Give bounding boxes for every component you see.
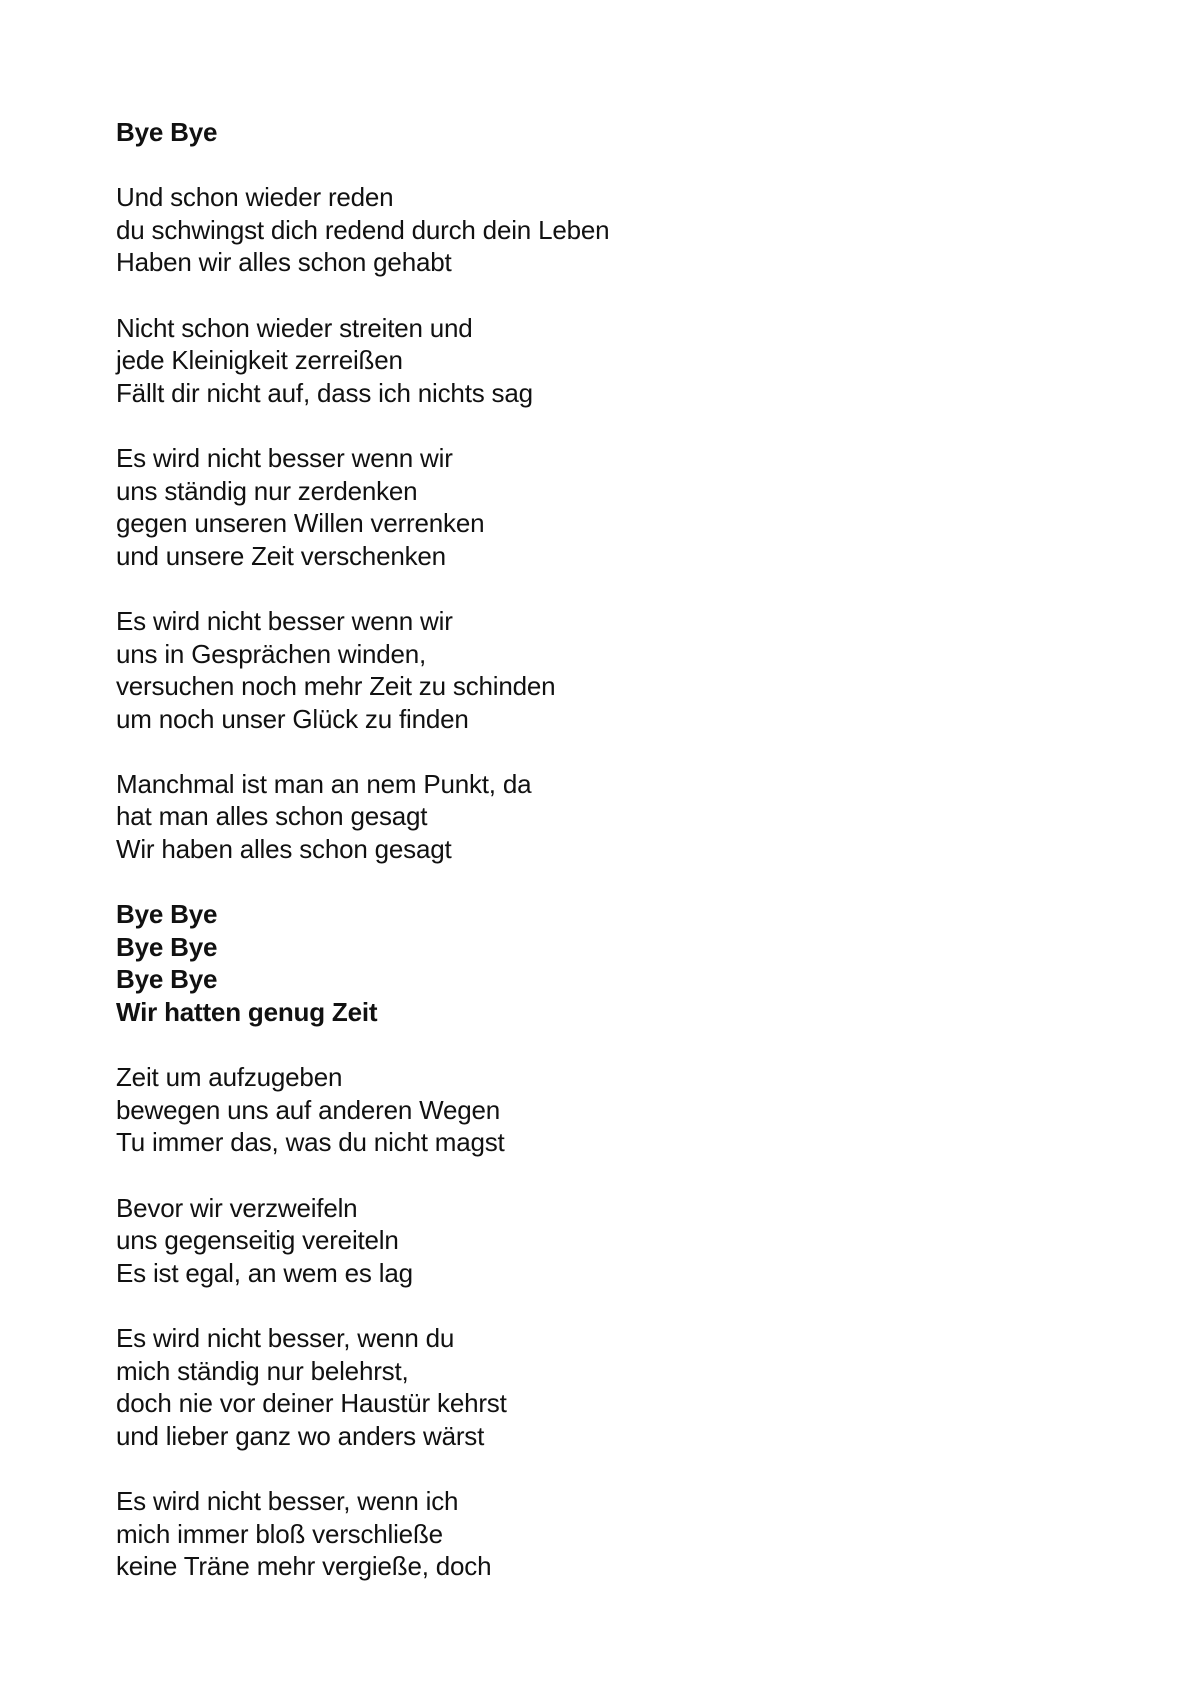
lyric-line: Es wird nicht besser wenn wir — [116, 442, 453, 473]
lyric-line: gegen unseren Willen verrenken — [116, 508, 485, 539]
lyric-line: du schwingst dich redend durch dein Leben — [116, 214, 610, 245]
lyric-line: und lieber ganz wo anders wärst — [116, 1420, 485, 1451]
lyric-line: Tu immer das, was du nicht magst — [116, 1127, 505, 1158]
lyric-line: jede Kleinigkeit zerreißen — [116, 345, 403, 376]
lyric-line: Zeit um aufzugeben — [116, 1062, 343, 1093]
stanza-1 — [116, 181, 1116, 279]
stanza-2 — [116, 312, 1116, 410]
lyrics-body — [116, 116, 1116, 1583]
lyric-line: Wir haben alles schon gesagt — [116, 834, 452, 865]
lyric-line: uns in Gesprächen winden, — [116, 638, 427, 669]
lyric-line: Bevor wir verzweifeln — [116, 1192, 358, 1223]
lyric-line: Haben wir alles schon gehabt — [116, 247, 452, 278]
lyric-line: Und schon wieder reden — [116, 182, 394, 213]
stanza-3 — [116, 442, 1116, 572]
lyric-line: versuchen noch mehr Zeit zu schinden — [116, 671, 556, 702]
lyric-line: bewegen uns auf anderen Wegen — [116, 1094, 501, 1125]
stanza-4 — [116, 605, 1116, 735]
lyric-line: Nicht schon wieder streiten und — [116, 312, 473, 343]
chorus-line: Bye Bye — [116, 931, 218, 962]
lyric-line: Fällt dir nicht auf, dass ich nichts sag — [116, 377, 533, 408]
lyric-line: mich immer bloß verschließe — [116, 1518, 443, 1549]
lyric-line: doch nie vor deiner Haustür kehrst — [116, 1388, 507, 1419]
lyric-line: hat man alles schon gesagt — [116, 801, 428, 832]
lyric-line: keine Träne mehr vergieße, doch — [116, 1551, 492, 1582]
stanza-8 — [116, 1192, 1116, 1290]
chorus-line: Bye Bye — [116, 899, 218, 930]
song-title: Bye Bye — [116, 117, 218, 147]
lyric-line: Es wird nicht besser wenn wir — [116, 605, 453, 636]
stanza-9 — [116, 1322, 1116, 1452]
chorus — [116, 898, 1116, 1028]
chorus-line: Wir hatten genug Zeit — [116, 997, 378, 1028]
chorus-line: Bye Bye — [116, 964, 218, 995]
lyric-line: Es ist egal, an wem es lag — [116, 1257, 413, 1288]
stanza-5 — [116, 768, 1116, 866]
stanza-10 — [116, 1485, 1116, 1583]
stanza-7 — [116, 1061, 1116, 1159]
lyric-line: uns gegenseitig vereiteln — [116, 1225, 399, 1256]
lyric-line: um noch unser Glück zu finden — [116, 703, 469, 734]
lyric-line: und unsere Zeit verschenken — [116, 540, 446, 571]
lyric-line: Es wird nicht besser, wenn ich — [116, 1485, 459, 1516]
lyric-line: Manchmal ist man an nem Punkt, da — [116, 768, 532, 799]
lyric-line: uns ständig nur zerdenken — [116, 475, 418, 506]
title-spacer — [116, 149, 1116, 182]
lyric-line: Es wird nicht besser, wenn du — [116, 1322, 455, 1353]
lyric-line: mich ständig nur belehrst, — [116, 1355, 409, 1386]
